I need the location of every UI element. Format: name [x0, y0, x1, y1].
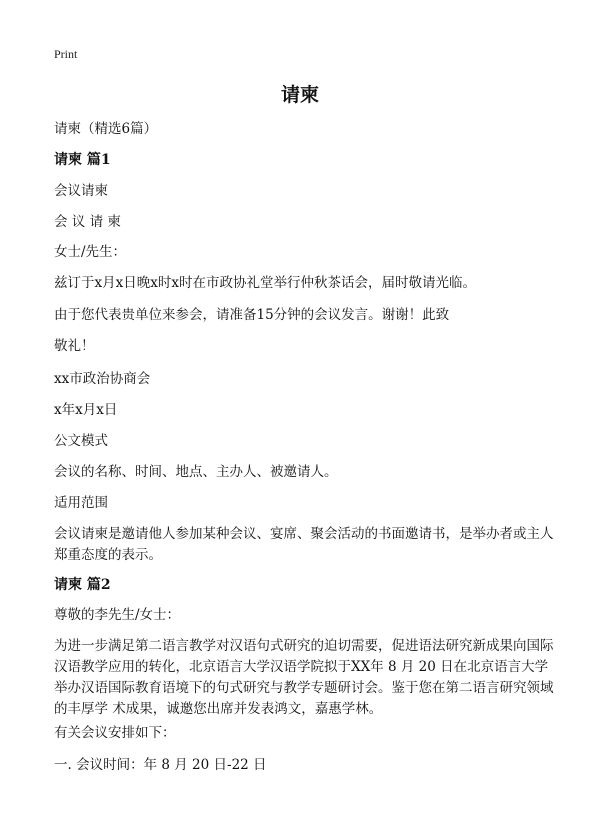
- paragraph: xx市政治协商会: [54, 371, 151, 387]
- paragraph: 适用范围: [54, 495, 108, 511]
- paragraph: 公文模式: [54, 433, 108, 449]
- paragraph: 一. 会议时间：年 8 月 20 日-22 日: [54, 757, 267, 773]
- paragraph: 尊敬的李先生/女士：: [54, 607, 181, 623]
- paragraph: 兹订于x月x日晚x时x时在市政协礼堂举行仲秋茶话会，届时敬请光临。: [54, 275, 476, 291]
- paragraph: 会议的名称、时间、地点、主办人、被邀请人。: [54, 464, 338, 480]
- paragraph: x年x月x日: [54, 402, 118, 418]
- paragraph: 会议请柬是邀请他人参加某种会议、宴席、聚会活动的书面邀请书，是举办者或主人郑重态度的表示。: [54, 526, 554, 563]
- subtitle: 请柬（精选6篇）: [54, 121, 158, 137]
- print-link[interactable]: Print: [54, 47, 78, 61]
- section2-heading: 请柬 篇2: [54, 577, 111, 593]
- paragraph: 会议请柬: [54, 183, 108, 199]
- section1-heading: 请柬 篇1: [54, 152, 111, 168]
- page-title: 请柬: [280, 84, 319, 106]
- paragraph: 女士/先生：: [54, 244, 127, 260]
- paragraph: 有关会议安排如下：: [54, 725, 176, 741]
- paragraph: 为进一步满足第二语言教学对汉语句式研究的迫切需要，促进语法研究新成果向国际汉语教学应用的转化，北京语言大学汉语学院拟于XX年 8 月 20 日在北京语言大学举办汉语国际教育语境下的句式研究与教学专题研讨会。鉴于您在第二语言研究领域的丰厚学 术成果，诚邀您出席并发表鸿文，嘉惠学林。: [54, 638, 554, 717]
- paragraph: 敬礼！: [54, 338, 95, 354]
- paragraph: 会 议 请 柬: [54, 214, 121, 230]
- paragraph: 由于您代表贵单位来参会，请准备15分钟的会议发言。谢谢！此致: [54, 307, 450, 323]
